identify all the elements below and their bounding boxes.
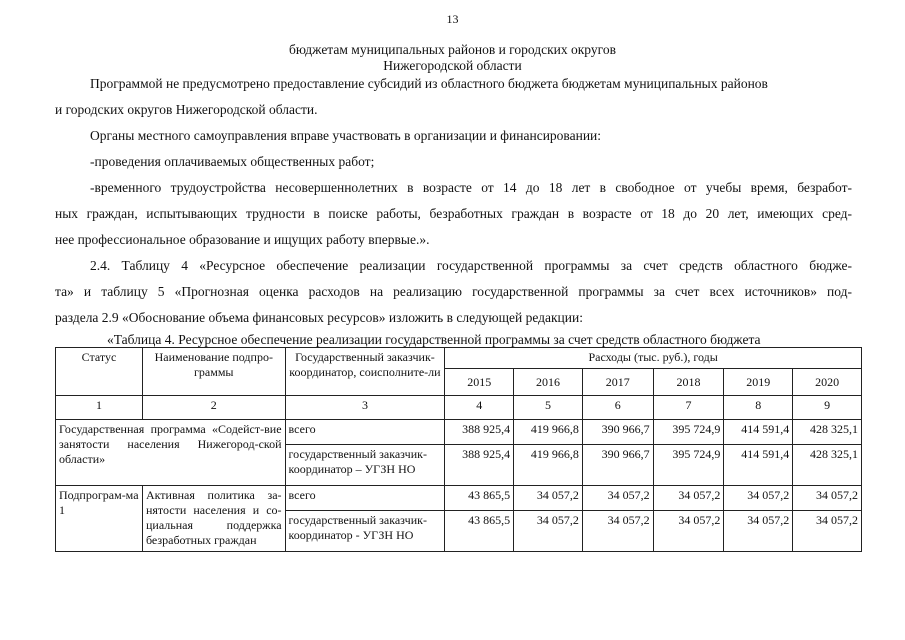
page-number: 13: [446, 12, 459, 26]
table-header-row: [56, 348, 862, 369]
subprogram-status: Подпрограм-ма 1: [56, 486, 143, 552]
header-year: 2015: [445, 369, 514, 396]
customer-cell: государственный заказчик-координатор - УГЗН НО: [285, 511, 445, 552]
resources-table: [55, 347, 862, 552]
table-row: [56, 486, 862, 511]
value-cell: 419 966,8: [514, 420, 583, 445]
table-column-numbers-row: [56, 396, 862, 420]
value-cell: 34 057,2: [724, 511, 793, 552]
value-cell: 34 057,2: [793, 486, 862, 511]
value-cell: 395 724,9: [653, 420, 724, 445]
header-year: 2020: [793, 369, 862, 396]
subprogram-name: Активная политика за-нятости населения и со-циальная поддержка безработных граждан: [142, 486, 285, 552]
column-number: 1: [56, 396, 143, 420]
customer-cell: государственный заказчик-координатор – УГЗН НО: [285, 445, 445, 486]
column-number: 9: [793, 396, 862, 420]
customer-cell: всего: [285, 486, 445, 511]
value-cell: 390 966,7: [582, 420, 653, 445]
value-cell: 388 925,4: [445, 445, 514, 486]
value-cell: 428 325,1: [793, 420, 862, 445]
paragraph-4-line-3: нее профессиональное образование и ищущих работу впервые.».: [55, 232, 430, 247]
paragraph-3: -проведения оплачиваемых общественных работ;: [90, 154, 375, 169]
value-cell: 34 057,2: [793, 511, 862, 552]
value-cell: 34 057,2: [724, 486, 793, 511]
table-row: [56, 420, 862, 445]
header-year: 2019: [724, 369, 793, 396]
customer-cell: всего: [285, 420, 445, 445]
value-cell: 390 966,7: [582, 445, 653, 486]
column-number: 4: [445, 396, 514, 420]
paragraph-4-line-1: -временного трудоустройства несовершеннолетних в возрасте от 14 до 18 лет в свободное от учебы время, безработ-: [90, 180, 852, 195]
value-cell: 34 057,2: [653, 511, 724, 552]
value-cell: 388 925,4: [445, 420, 514, 445]
heading-line-2: Нижегородской области: [383, 58, 522, 73]
value-cell: 34 057,2: [514, 486, 583, 511]
header-year: 2017: [582, 369, 653, 396]
paragraph-1-line-2: и городских округов Нижегородской области.: [55, 102, 318, 117]
column-number: 7: [653, 396, 724, 420]
paragraph-5-line-1: 2.4. Таблицу 4 «Ресурсное обеспечение реализации государственной программы за счет средств областного бюдже-: [90, 258, 852, 273]
column-number: 3: [285, 396, 445, 420]
header-expenses: Расходы (тыс. руб.), годы: [445, 348, 862, 369]
heading-line-1: бюджетам муниципальных районов и городских округов: [289, 42, 616, 57]
value-cell: 414 591,4: [724, 420, 793, 445]
header-year: 2016: [514, 369, 583, 396]
header-year: 2018: [653, 369, 724, 396]
value-cell: 43 865,5: [445, 486, 514, 511]
paragraph-5-line-3: раздела 2.9 «Обоснование объема финансовых ресурсов» изложить в следующей редакции:: [55, 310, 583, 325]
value-cell: 34 057,2: [582, 511, 653, 552]
paragraph-2: Органы местного самоуправления вправе участвовать в организации и финансировании:: [90, 128, 602, 143]
column-number: 6: [582, 396, 653, 420]
header-customer: Государственный заказчик-координатор, соисполните-ли: [285, 348, 445, 396]
paragraph-1-line-1: Программой не предусмотрено предоставление субсидий из областного бюджета бюджетам муниципальных районов: [90, 76, 768, 91]
header-subprogram-name: Наименование подпро-граммы: [142, 348, 285, 396]
value-cell: 34 057,2: [653, 486, 724, 511]
paragraph-4-line-2: ных граждан, испытывающих трудности в поиске работы, безработных граждан в возрасте от 18 до 20 лет, имеющих сред-: [55, 206, 852, 221]
column-number: 5: [514, 396, 583, 420]
value-cell: 34 057,2: [582, 486, 653, 511]
value-cell: 34 057,2: [514, 511, 583, 552]
value-cell: 419 966,8: [514, 445, 583, 486]
header-status: Статус: [56, 348, 143, 396]
value-cell: 414 591,4: [724, 445, 793, 486]
value-cell: 395 724,9: [653, 445, 724, 486]
value-cell: 43 865,5: [445, 511, 514, 552]
program-label: Государственная программа «Содейст-вие занятости населения Нижегород-ской области»: [56, 420, 286, 486]
column-number: 2: [142, 396, 285, 420]
value-cell: 428 325,1: [793, 445, 862, 486]
paragraph-5-line-2: та» и таблицу 5 «Прогнозная оценка расходов на реализацию государственной программы за счет всех источников» под-: [55, 284, 852, 299]
column-number: 8: [724, 396, 793, 420]
table-caption: «Таблица 4. Ресурсное обеспечение реализации государственной программы за счет средств областного бюджета: [107, 332, 761, 347]
